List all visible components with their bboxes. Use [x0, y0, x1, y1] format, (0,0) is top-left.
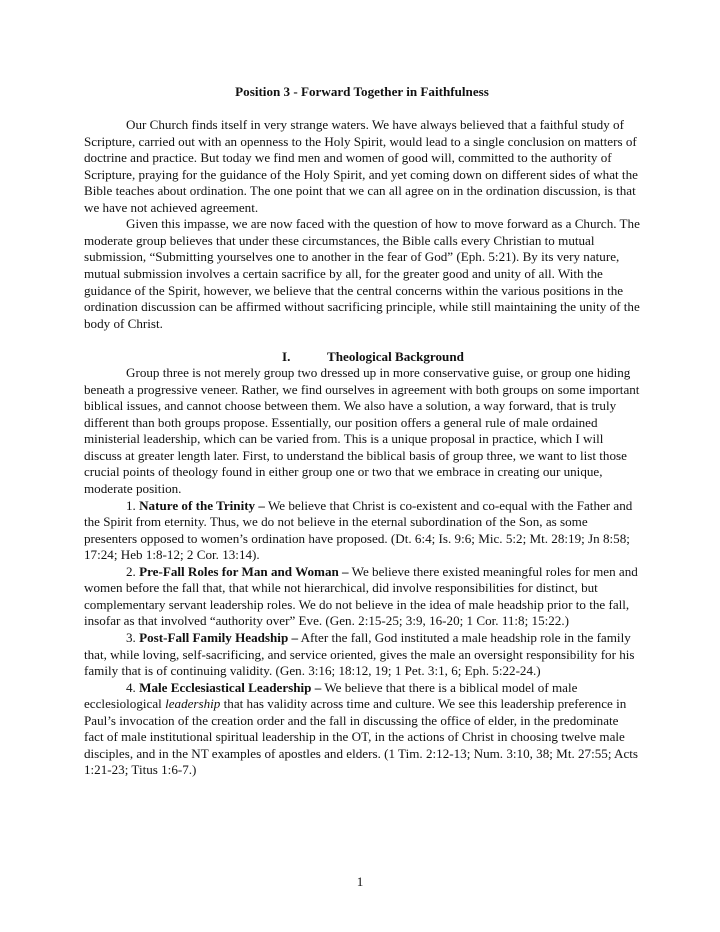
- document-page: [84, 84, 640, 779]
- point-heading: Nature of the Trinity –: [139, 497, 265, 513]
- section-number: I.: [282, 348, 291, 364]
- point-paragraph: [84, 498, 640, 564]
- point-heading: Pre-Fall Roles for Man and Woman –: [139, 563, 349, 579]
- intro-paragraph-2: Given this impasse, we are now faced with the question of how to move forward as a Church. The moderate group believes that under these circumstances, the Bible calls every Christian to mutual submission, “Submitting yourselves one to another in the fear of God” (Eph. 5:21). By its very nature, mutual submission involves a certain sacrifice by all, for the greater good and unity of all. With the guidance of the Spirit, however, we believe that the central concerns within the various positions in the ordination discussion can be affirmed without sacrificing principle, while still maintaining the unity of the body of Christ.: [84, 216, 640, 331]
- page-number: 1: [356, 874, 364, 889]
- point-emphasis: leadership: [165, 696, 221, 712]
- point-number: 2.: [126, 563, 140, 579]
- section-heading: [84, 349, 640, 366]
- document-title: Position 3 - Forward Together in Faithfulness: [235, 84, 489, 99]
- point-text: We believe there existed meaningful roles for men and women before the fall that, that while not hierarchical, did involve responsibilities for distinct, but complementary servant leadership roles. We do not believe in the idea of male headship prior to the fall, insofar as that involved “authority over” Eve. (Gen. 2:15-25; 3:9, 16-20; 1 Cor. 11:8; 15:22.): [84, 563, 638, 629]
- point-text: We believe that there is a biblical model of male ecclesiological: [84, 679, 578, 712]
- point-text: that has validity across time and culture. We see this leadership preference in Paul’s invocation of the creation order and the fall in discussing the office of elder, in the predominate fact of male institutional spiritual leadership in the OT, in the actions of Christ in choosing twelve male disciples, and in the NT examples of apostles and elders. (1 Tim. 2:12-13; Num. 3:10, 38; Mt. 27:55; Acts 1:21-23; Titus 1:6-7.): [84, 696, 639, 778]
- point-text: We believe that Christ is co-existent and co-equal with the Father and the Spirit from eternity. Thus, we do not believe in the eternal subordination of the Son, as some presenters opposed to women’s ordination have proposed. (Dt. 6:4; Is. 9:6; Mic. 5:2; Mt. 28:19; Jn 8:58; 17:24; Heb 1:8-12; 2 Cor. 13:14).: [84, 497, 633, 563]
- point-paragraph: [84, 630, 640, 680]
- point-number: 3.: [126, 629, 140, 645]
- point-number: 1.: [126, 497, 140, 513]
- point-number: 4.: [126, 679, 140, 695]
- point-text: After the fall, God instituted a male headship role in the family that, while loving, self-sacrificing, and service oriented, gives the male an oversight responsibility for his family that is of continuing validity. (Gen. 3:16; 18:12, 19; 1 Pet. 3:1, 6; Eph. 5:22-24.): [84, 629, 635, 679]
- point-heading: Post-Fall Family Headship –: [139, 629, 299, 645]
- point-paragraph: [84, 564, 640, 630]
- intro-paragraph-1: Our Church finds itself in very strange waters. We have always believed that a faithful study of Scripture, carried out with an openness to the Holy Spirit, would lead to a single conclusion on matters of doctrine and practice. But today we find men and women of good will, committed to the authority of Scripture, praying for the guidance of the Holy Spirit, and yet coming down on different sides of what the Bible teaches about ordination. The one point that we can all agree on in the ordination discussion, is that we have not achieved agreement.: [84, 117, 638, 215]
- point-heading: Male Ecclesiastical Leadership –: [139, 679, 322, 695]
- point-paragraph: [84, 680, 640, 779]
- section-title: Theological Background: [327, 348, 464, 364]
- section-intro-paragraph: Group three is not merely group two dressed up in more conservative guise, or group one hiding beneath a progressive veneer. Rather, we find ourselves in agreement with both groups on some important biblical issues, and cannot choose between them. We also have a solution, a way forward, that is truly different than both groups propose. Essentially, our position offers a general rule of male ordained ministerial leadership, which can be varied from. This is a unique proposal in practice, which I will discuss at greater length later. First, to understand the biblical basis of group three, we want to list those crucial points of theology found in either group one or two that we embrace in creating our unique, moderate position.: [84, 365, 640, 497]
